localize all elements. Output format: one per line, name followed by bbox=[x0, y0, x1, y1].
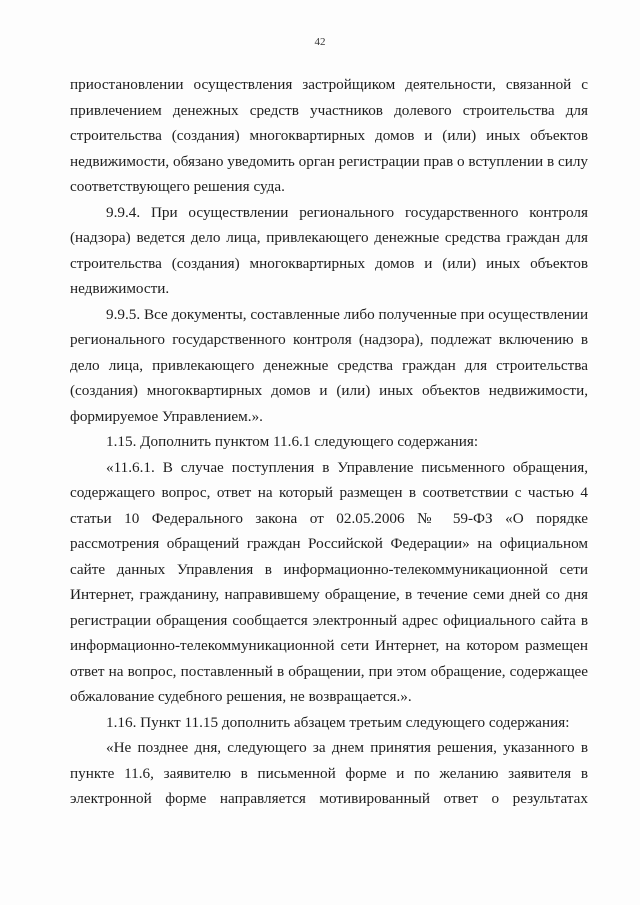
text-line: (надзора) ведется дело лица, привлекающего денежные средства граждан для bbox=[70, 229, 588, 246]
text-line: сайте данных Управления в информационно-телекоммуникационной сети bbox=[70, 560, 588, 578]
text-line: статьи 10 Федерального закона от 02.05.2006 № 59-ФЗ «О порядке bbox=[70, 509, 588, 527]
paragraph bbox=[70, 429, 588, 455]
text-line: информационно-телекоммуникационной сети Интернет, на котором размещен bbox=[70, 637, 588, 654]
paragraph bbox=[70, 455, 588, 710]
text-line: (создания) многоквартирных домов и (или) иных объектов недвижимости, bbox=[70, 382, 588, 399]
paragraph bbox=[70, 735, 588, 812]
text-line: обжалование судебного решения, не возвращается.». bbox=[70, 688, 412, 705]
text-line: ответ на вопрос, поставленный в обращении, при этом обращение, содержащее bbox=[70, 662, 588, 680]
page-number: 42 bbox=[314, 36, 326, 48]
text-line: содержащего вопрос, ответ на который размещен в соответствии с частью 4 bbox=[70, 484, 588, 501]
text-line: 9.9.5. Все документы, составленные либо полученные при осуществлении bbox=[106, 305, 589, 323]
document-body bbox=[70, 72, 588, 812]
text-line: приостановлении осуществления застройщиком деятельности, связанной с bbox=[70, 76, 588, 93]
text-line: привлечением денежных средств участников долевого строительства для bbox=[70, 101, 588, 119]
text-line: регистрации обращения сообщается электронный адрес официального сайта в bbox=[70, 611, 588, 629]
text-line: 9.9.4. При осуществлении регионального государственного контроля bbox=[106, 203, 588, 221]
text-line: строительства (создания) многоквартирных домов и (или) иных объектов bbox=[70, 254, 588, 272]
text-line: «Не позднее дня, следующего за днем принятия решения, указанного в bbox=[106, 739, 588, 756]
text-line: 1.15. Дополнить пунктом 11.6.1 следующего содержания: bbox=[106, 433, 479, 450]
text-line: соответствующего решения суда. bbox=[70, 178, 285, 195]
text-line: Интернет, гражданину, направившему обращение, в течение семи дней со дня bbox=[70, 586, 588, 603]
paragraph bbox=[70, 200, 588, 302]
text-line: дело лица, привлекающего денежные средства граждан для строительства bbox=[70, 356, 588, 374]
text-line: электронной форме направляется мотивированный ответ о результатах bbox=[70, 790, 588, 807]
text-line: пункте 11.6, заявителю в письменной форме и по желанию заявителя в bbox=[70, 764, 588, 782]
text-line: формируемое Управлением.». bbox=[70, 407, 263, 425]
paragraph bbox=[70, 710, 588, 736]
text-line: недвижимости. bbox=[70, 280, 170, 297]
text-line: «11.6.1. В случае поступления в Управление письменного обращения, bbox=[106, 458, 588, 476]
text-line: 1.16. Пункт 11.15 дополнить абзацем третьим следующего содержания: bbox=[106, 713, 570, 731]
text-line: рассмотрения обращений граждан Российской Федерации» на официальном bbox=[70, 535, 588, 552]
text-line: строительства (создания) многоквартирных домов и (или) иных объектов bbox=[70, 127, 588, 144]
paragraph bbox=[70, 302, 588, 430]
text-line: недвижимости, обязано уведомить орган регистрации прав о вступлении в силу bbox=[70, 152, 588, 170]
text-line: регионального государственного контроля (надзора), подлежат включению в bbox=[70, 331, 588, 348]
paragraph bbox=[70, 72, 588, 200]
